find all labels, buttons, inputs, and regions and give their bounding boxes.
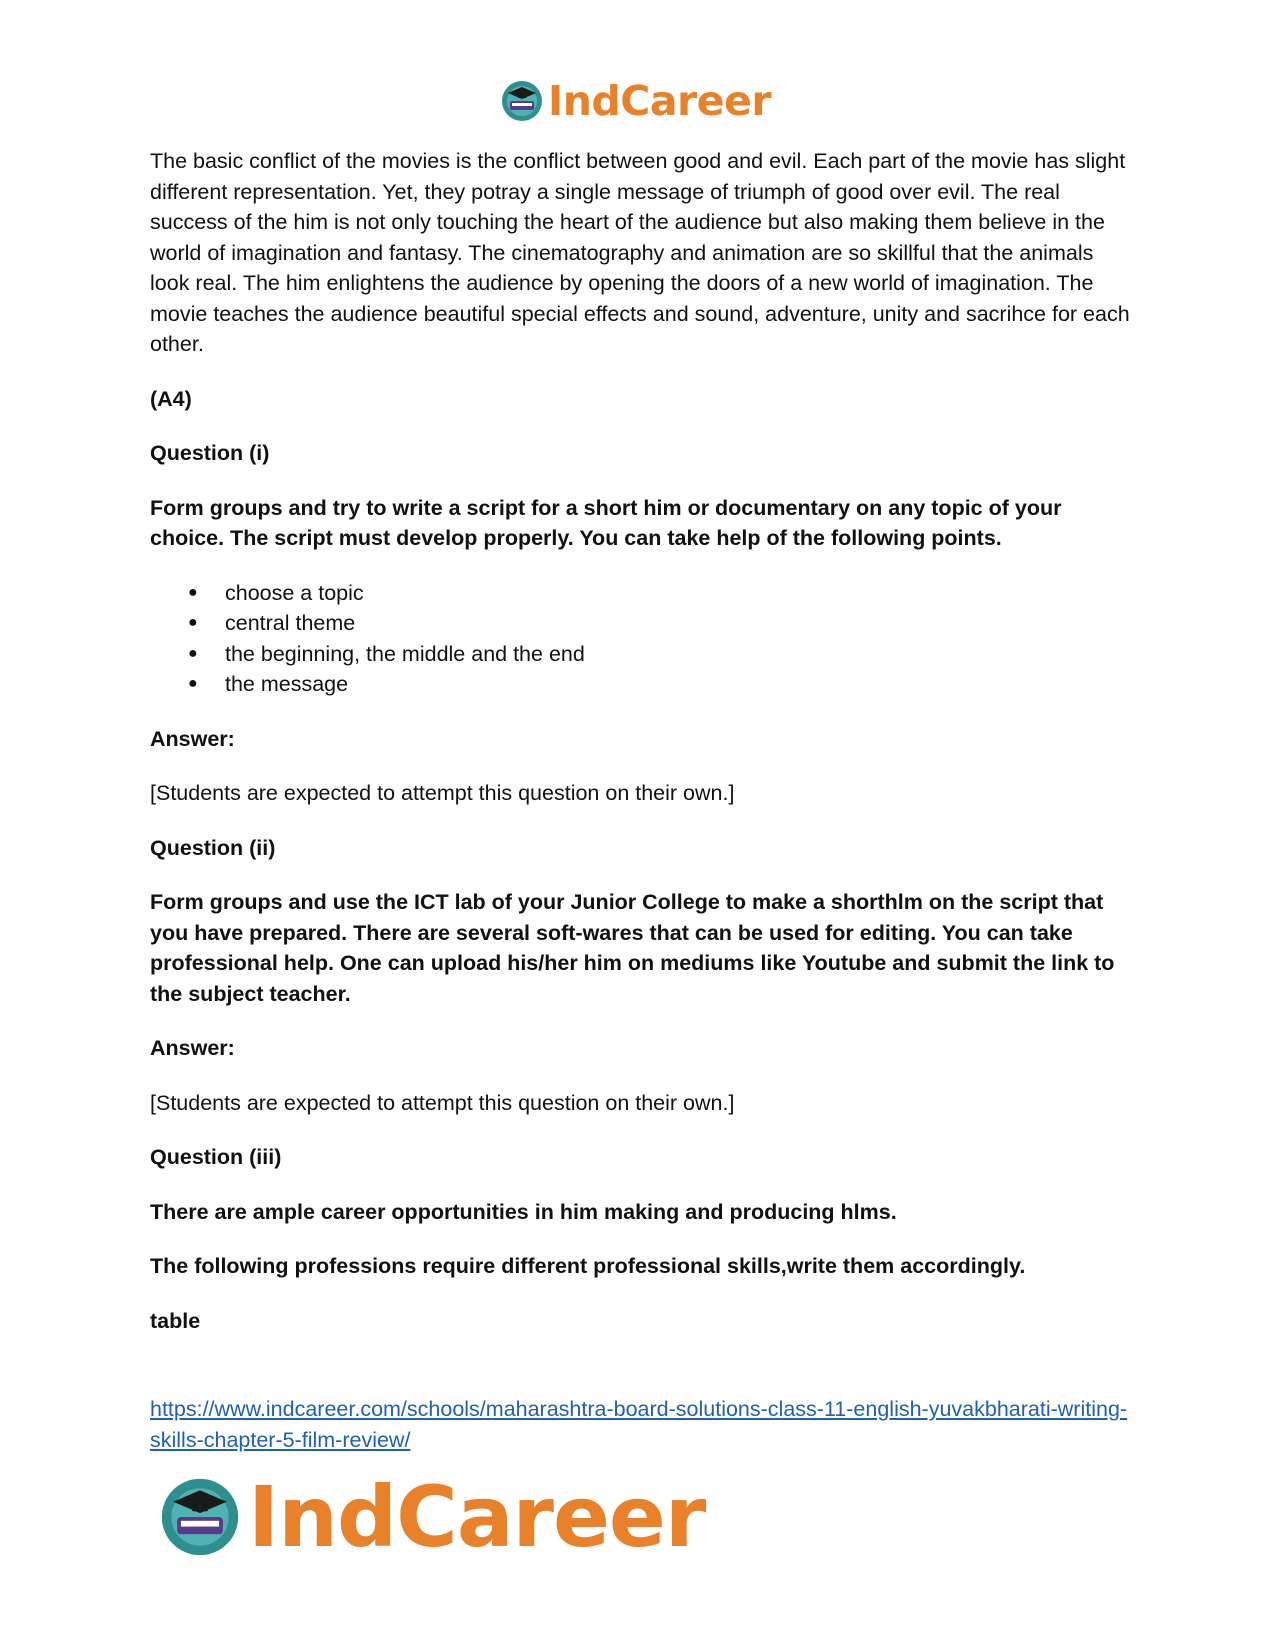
question-1-points <box>150 578 1130 700</box>
question-3-prompt-2: The following professions require different professional skills,write them accordingly. <box>150 1254 1026 1278</box>
question-2-heading: Question (ii) <box>150 835 276 860</box>
list-item: ● central theme <box>150 608 1130 639</box>
question-1-heading: Question (i) <box>150 441 270 465</box>
question-2-prompt: Form groups and use the ICT lab of your Junior College to make a shorthlm on the script that you have prepared. There are several soft-wares that can be used for editing. You can take professional help. One can upload his/her him on mediums like Youtube and submit the link to the subject teacher. <box>150 890 1115 1006</box>
graduation-book-icon <box>158 1475 242 1559</box>
list-item: ● the message <box>150 669 1130 700</box>
header-logo <box>500 78 771 124</box>
graduation-book-icon <box>500 79 544 123</box>
question-2-answer-label: Answer: <box>150 1036 235 1060</box>
list-item: ● choose a topic <box>150 578 1130 609</box>
question-2-answer: [Students are expected to attempt this question on their own.] <box>150 1090 735 1115</box>
logo-text: IndCareer <box>248 1468 706 1566</box>
footer-logo <box>158 1468 706 1566</box>
question-1-answer: [Students are expected to attempt this question on their own.] <box>150 781 735 805</box>
table-label: table <box>150 1308 201 1333</box>
question-3-heading: Question (iii) <box>150 1145 282 1169</box>
question-3-prompt-1: There are ample career opportunities in him making and producing hlms. <box>150 1199 897 1224</box>
question-1-prompt: Form groups and try to write a script for a short him or documentary on any topic of your choice. The script must develop properly. You can take help of the following points. <box>150 495 1062 550</box>
logo-text: IndCareer <box>548 77 772 125</box>
list-item: ● the beginning, the middle and the end <box>150 639 1130 670</box>
source-link[interactable]: https://www.indcareer.com/schools/maharashtra-board-solutions-class-11-english-yuvakbharati-writing-skills-chapter-5-film-review/ <box>150 1397 1128 1452</box>
question-1-answer-label: Answer: <box>150 726 235 751</box>
section-label: (A4) <box>150 386 192 411</box>
intro-paragraph: The basic conflict of the movies is the conflict between good and evil. Each part of the movie has slight different representation. Yet, they potray a single message of triumph of good over evil. The real success of the him is not only touching the heart of the audience but also making them believe in the world of imagination and fantasy. The cinematography and animation are so skillful that the animals look real. The him enlightens the audience by opening the doors of a new world of imagination. The movie teaches the audience beautiful special effects and sound, adventure, unity and sacrihce for each other. <box>150 149 1130 356</box>
document-body <box>150 146 1130 1360</box>
